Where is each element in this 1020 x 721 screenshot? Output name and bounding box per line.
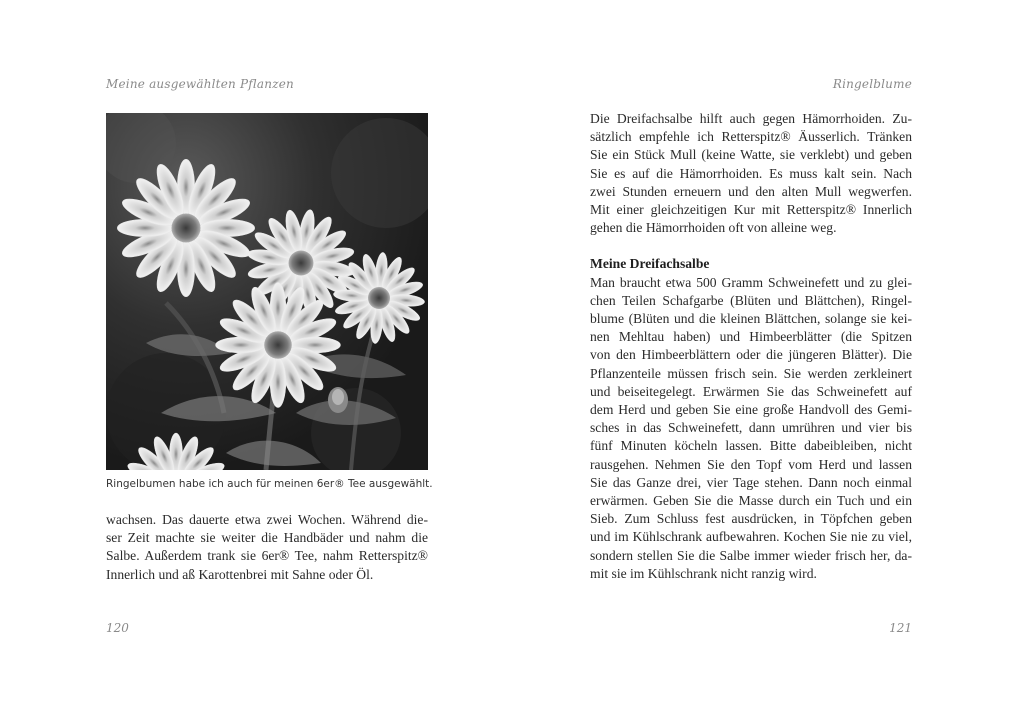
text-line: von den Himbeerblättern oder die jüngeren Blätter). Die [590, 347, 912, 363]
text-line: Pflanzenteile müssen frisch sein. Sie werden zerkleinert [590, 365, 912, 381]
page-number-left: 120 [106, 621, 129, 635]
text-line: gehen die Hämorrhoiden oft von alleine weg. [590, 220, 837, 236]
text-line: Sieb. Zum Schluss fest ausdrücken, in Töpfchen geben [590, 511, 912, 527]
photo-caption: Ringelbumen habe ich auch für meinen 6er® Tee ausgewählt. [106, 478, 433, 490]
calendula-flowers-icon [106, 113, 428, 470]
running-head-left: Meine ausgewählten Pflanzen [106, 77, 294, 91]
text-line: sondern stellen Sie die Salbe immer wieder frisch her, da- [590, 547, 912, 563]
text-line: Sie das Ganze drei, vier Tage stehen. Dann noch einmal [590, 474, 912, 490]
text-line: Mit einer gleichzeitigen Kur mit Retterspitz® Innerlich [590, 202, 912, 218]
right-body-text [590, 110, 912, 583]
text-line: Die Dreifachsalbe hilft auch gegen Hämorrhoiden. Zu- [590, 111, 912, 126]
text-line: und im Kühlschrank aufbewahren. Kochen Sie nie zu viel, [590, 529, 912, 545]
text-line: und beiseitegelegt. Erwärmen Sie das Schweinefett auf [590, 383, 912, 399]
text-line: rausgehen. Nehmen Sie den Topf vom Herd und lassen [590, 456, 912, 472]
text-line: zwei Stunden erneuern und den alten Mull wegwerfen. [590, 183, 912, 199]
right-page [510, 0, 1020, 721]
running-head-right: Ringelblume [832, 77, 912, 91]
text-line: mit sie im Kühlschrank nicht ranzig wird. [590, 565, 817, 581]
page-number-right: 121 [889, 621, 912, 635]
left-body-text [106, 511, 428, 584]
recipe-heading: Meine Dreifachsalbe [590, 256, 710, 272]
text-line: dem Herd und geben Sie eine große Handvoll des Gemi- [590, 402, 912, 418]
text-line: erwärmen. Geben Sie die Masse durch ein Tuch und ein [590, 493, 912, 509]
text-line: Salbe. Außerdem trank sie 6er® Tee, nahm Retterspitz® [106, 548, 428, 564]
text-line: fünf Minuten köcheln lassen. Bitte dabeibleiben, nicht [590, 438, 912, 454]
text-line: ser Zeit machte sie weiter die Handbäder und nahm die [106, 530, 428, 546]
text-line: chen Teilen Schafgarbe (Blüten und Blättchen), Ringel- [590, 292, 912, 308]
text-line: Man braucht etwa 500 Gramm Schweinefett und zu glei- [590, 274, 912, 290]
text-line: Sie ein Stück Mull (keine Watte, sie verklebt) und geben [590, 147, 912, 163]
text-line: blume (Blüten und die kleinen Blättchen, solange sie kei- [590, 311, 912, 327]
text-line: nen Mehltau haben) und Himbeerblätter (die Spitzen [590, 329, 912, 345]
calendula-photo [106, 113, 428, 470]
text-line: sches in das Schweinefett, dann umrühren und vier bis [590, 420, 912, 436]
text-line: wachsen. Das dauerte etwa zwei Wochen. Während die- [106, 512, 428, 527]
text-line: Sie es auf die Hämorrhoiden. Es muss kalt sein. Nach [590, 165, 912, 181]
text-line: sätzlich empfehle ich Retterspitz® Äusserlich. Tränken [590, 129, 912, 145]
text-line: Innerlich und aß Karottenbrei mit Sahne oder Öl. [106, 566, 374, 582]
